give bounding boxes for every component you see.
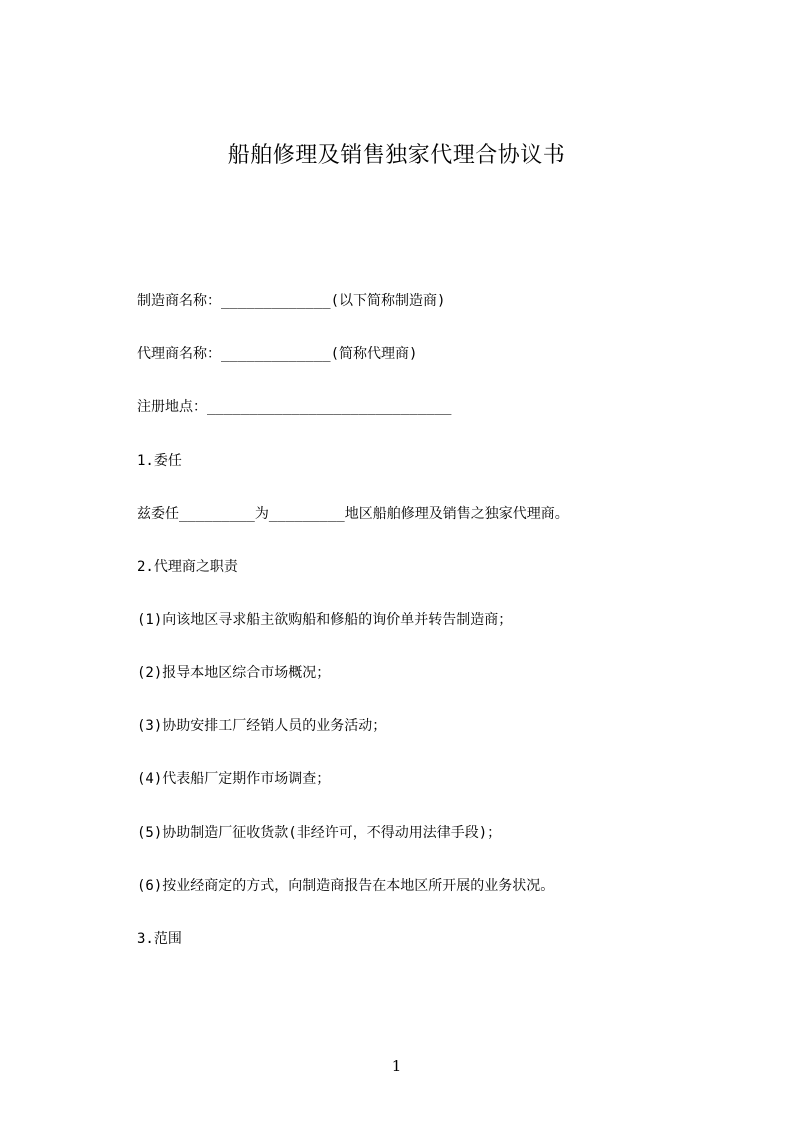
section-heading-scope: 3.范围 [137,931,182,947]
duty-item-3: (3)协助安排工厂经销人员的业务活动； [137,718,387,734]
section-heading-duties: 2.代理商之职责 [137,559,238,575]
duty-item-6: (6)按业经商定的方式，向制造商报告在本地区所开展的业务状况。 [137,878,555,894]
agent-name-line: 代理商名称：_____________(简称代理商) [137,346,418,362]
duty-item-5: (5)协助制造厂征收货款(非经许可，不得动用法律手段)； [137,825,502,841]
document-title: 船舶修理及销售独家代理合协议书 [227,143,566,168]
section-heading-appointment: 1.委任 [137,453,182,469]
manufacturer-name-line: 制造商名称：_____________(以下简称制造商) [137,293,446,309]
registered-address-line: 注册地点：_____________________________ [137,399,452,415]
page-number: 1 [391,1057,402,1075]
duty-item-4: (4)代表船厂定期作市场调查； [137,771,331,787]
duty-item-2: (2)报导本地区综合市场概况； [137,665,331,681]
duty-item-1: (1)向该地区寻求船主欲购船和修船的询价单并转告制造商； [137,612,513,628]
appointment-clause: 兹委任_________为_________地区船舶修理及销售之独家代理商。 [137,506,569,522]
